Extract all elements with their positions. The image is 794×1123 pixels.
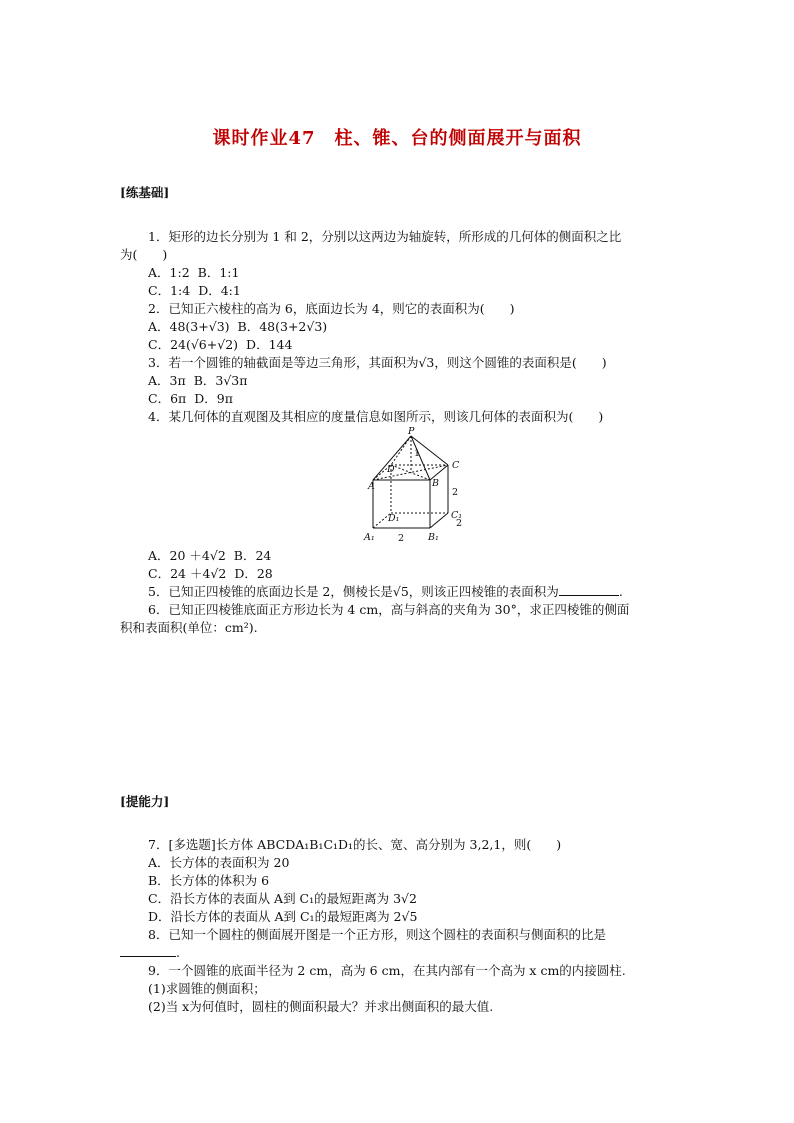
q2-option-d: D．144 — [246, 337, 293, 352]
q3-option-c: C．6π — [148, 391, 187, 406]
q5-end: . — [618, 584, 623, 599]
q9-stem: 9．一个圆锥的底面半径为 2 cm，高为 6 cm，在其内部有一个高为 x cm的内接圆柱. — [148, 963, 626, 978]
q5-stem: 5．已知正四棱锥的底面边长是 2，侧棱长是√5，则该正四棱锥的表面积为 — [148, 584, 559, 599]
q1-stem-line1: 1．矩形的边长分别为 1 和 2，分别以这两边为轴旋转，所形成的几何体的侧面积之比 — [148, 229, 622, 244]
q3-stem: 3．若一个圆锥的轴截面是等边三角形，其面积为√3，则这个圆锥的表面积是( ) — [148, 355, 607, 370]
label-b: B — [432, 478, 439, 489]
q4-options-ab — [148, 547, 271, 565]
q4-option-c: C．24 ＋4√2 — [148, 566, 227, 581]
page-title: 课时作业47 柱、锥、台的侧面展开与面积 — [212, 128, 582, 149]
edge-b1c1 — [430, 513, 448, 528]
label-edge-diag: 2 — [456, 518, 463, 529]
label-c1: C₁ — [451, 510, 463, 521]
q2-option-b: B．48(3+2√3) — [237, 319, 328, 334]
q4-stem: 4．某几何体的直观图及其相应的度量信息如图所示，则该几何体的表面积为( ) — [148, 409, 604, 424]
q9-part2: (2)当 x为何值时，圆柱的侧面积最大？并求出侧面积的最大值. — [148, 999, 494, 1014]
q2-option-c: C．24(√6+√2) — [148, 337, 239, 352]
q3-option-a: A．3π — [148, 373, 186, 388]
q7-option-a: A．长方体的表面积为 20 — [148, 855, 290, 870]
q2-options-cd — [148, 336, 292, 354]
q8-end: . — [176, 945, 180, 960]
q1-stem-line2: 为( ) — [120, 247, 168, 262]
label-p: P — [408, 426, 415, 437]
label-d: D — [387, 464, 395, 475]
q2-stem: 2．已知正六棱柱的高为 6，底面边长为 4，则它的表面积为( ) — [148, 301, 515, 316]
label-b1: B₁ — [428, 532, 439, 543]
q7-option-c: C．沿长方体的表面从 A到 C₁的最短距离为 3√2 — [148, 891, 417, 906]
label-a1: A₁ — [364, 532, 375, 543]
q4-figure — [355, 424, 475, 546]
q8-answer-line — [120, 944, 180, 962]
q1-option-b: B．1:1 — [197, 265, 240, 280]
q3-options-ab — [148, 372, 247, 390]
label-d1: D₁ — [388, 513, 400, 524]
q1-option-c: C．1:4 — [148, 283, 191, 298]
label-height-1: 1 — [414, 448, 421, 459]
q3-option-d: D．9π — [194, 391, 233, 406]
label-edge-right: 2 — [452, 487, 459, 498]
q1-options-ab — [148, 264, 239, 282]
q2-options-ab — [148, 318, 327, 336]
edge-pd — [391, 436, 411, 465]
label-c: C — [452, 460, 460, 471]
section-basic: [练基础] — [120, 185, 170, 200]
q1-option-a: A．1:2 — [148, 265, 190, 280]
q5-line — [148, 583, 623, 601]
label-edge-bottom: 2 — [398, 533, 405, 544]
q8-stem: 8．已知一个圆柱的侧面展开图是一个正方形，则这个圆柱的表面积与侧面积的比是 — [148, 927, 606, 942]
section-advanced: [提能力] — [120, 794, 170, 809]
q4-option-a: A．20 ＋4√2 — [148, 548, 226, 563]
q7-option-b: B．长方体的体积为 6 — [148, 873, 270, 888]
q4-option-d: D．28 — [234, 566, 273, 581]
label-a: A — [368, 481, 375, 492]
q9-part1: (1)求圆锥的侧面积； — [148, 981, 266, 996]
q4-option-b: B．24 — [233, 548, 272, 563]
q3-options-cd — [148, 390, 233, 408]
q6-stem-line2: 积和表面积(单位：cm²). — [120, 620, 258, 635]
q7-option-d: D．沿长方体的表面从 A到 C₁的最短距离为 2√5 — [148, 909, 418, 924]
q6-stem-line1: 6．已知正四棱锥底面正方形边长为 4 cm，高与斜高的夹角为 30°，求正四棱锥的侧面 — [148, 602, 630, 617]
q1-options-cd — [148, 282, 241, 300]
q7-stem: 7．[多选题]长方体 ABCDA₁B₁C₁D₁的长、宽、高分别为 3,2,1，则( ) — [148, 837, 562, 852]
q1-option-d: D．4:1 — [198, 283, 241, 298]
q8-answer-blank — [120, 944, 176, 957]
q5-answer-blank — [559, 583, 619, 596]
q4-options-cd — [148, 565, 273, 583]
q2-option-a: A．48(3+√3) — [148, 319, 230, 334]
q3-option-b: B．3√3π — [193, 373, 248, 388]
